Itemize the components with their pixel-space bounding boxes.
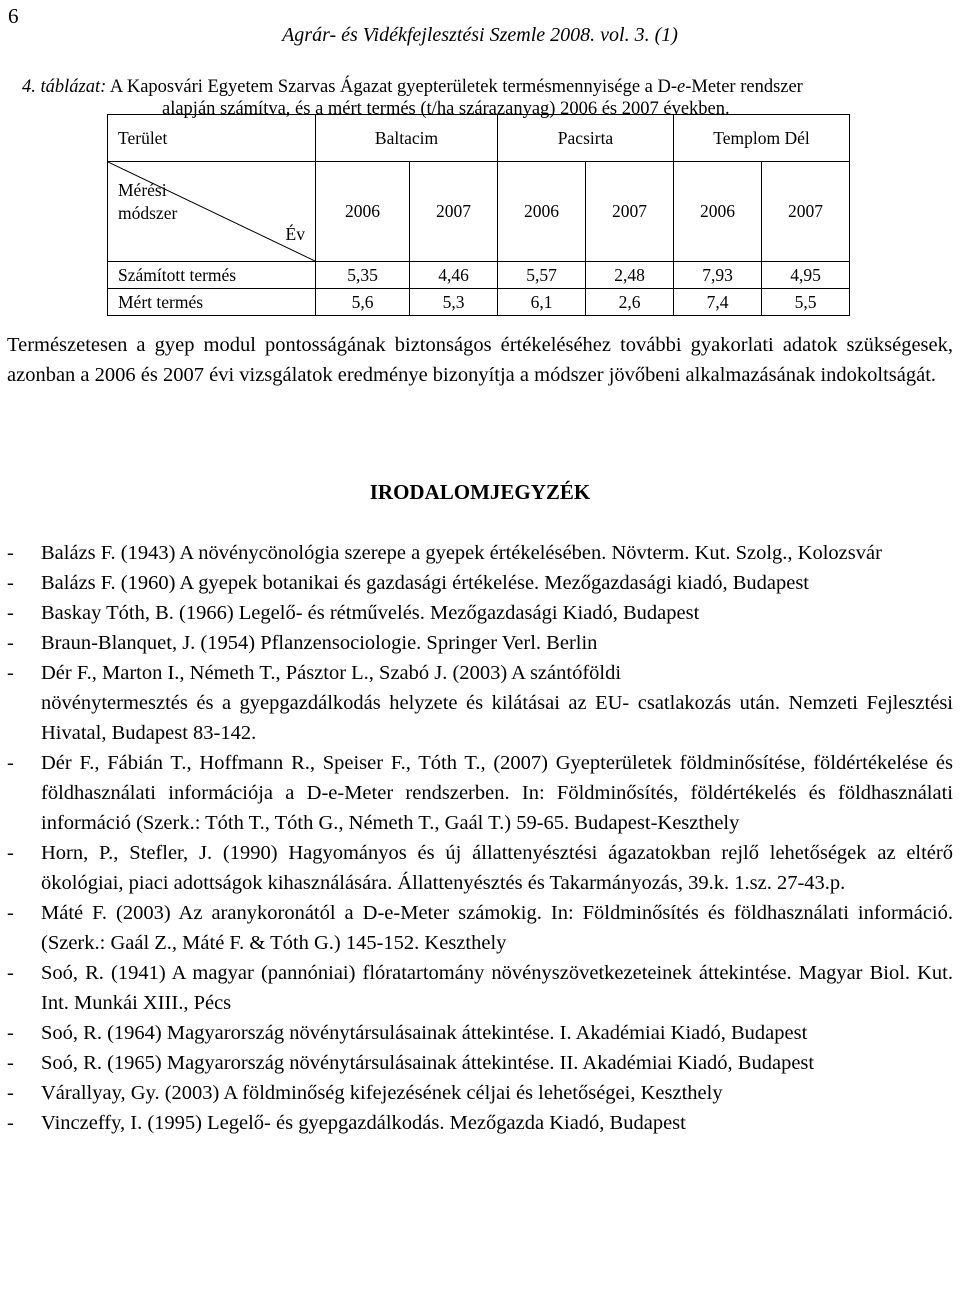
table-header-row <box>108 115 850 162</box>
reference-item <box>7 598 953 628</box>
table-cell: 5,6 <box>316 289 410 316</box>
reference-item <box>7 628 953 658</box>
year-cell: 2006 <box>498 162 586 262</box>
year-label: Év <box>285 224 305 244</box>
reference-item <box>7 658 953 688</box>
reference-text: Horn, P., Stefler, J. (1990) Hagyományos és új állattenyésztési ágazatokban rejlő lehetőségek az eltérő ökológiai, piaci adottságok kihasználására. Állattenyésztés és Takarmányozás, 39.k. 1.sz. 27-43.p. <box>41 842 953 894</box>
dash: - <box>7 602 14 624</box>
reference-text: Soó, R. (1965) Magyarország növénytársulásainak áttekintése. II. Akadémiai Kiadó, Budapest <box>41 1052 815 1074</box>
dash: - <box>7 842 14 864</box>
dash: - <box>7 1052 14 1074</box>
reference-list <box>7 538 953 1138</box>
reference-item <box>7 1048 953 1078</box>
reference-text: Várallyay, Gy. (2003) A földminőség kifejezésének céljai és lehetőségei, Keszthely <box>41 1082 723 1104</box>
reference-item <box>7 1078 953 1108</box>
reference-text: Soó, R. (1941) A magyar (pannóniai) flóratartomány növényszövetkezeteinek áttekintése. Magyar Biol. Kut. Int. Munkái XIII., Pécs <box>41 962 953 1014</box>
dash: - <box>7 542 14 564</box>
caption-text-b: -Meter rendszer <box>685 77 803 97</box>
table-cell: 4,95 <box>762 262 850 289</box>
table-label: 4. táblázat: <box>22 77 107 97</box>
table-cell: 2,48 <box>586 262 674 289</box>
reference-item <box>7 538 953 568</box>
reference-item <box>7 568 953 598</box>
year-cell: 2006 <box>674 162 762 262</box>
group-header: Templom Dél <box>674 115 850 162</box>
reference-text: Dér F., Marton I., Németh T., Pásztor L., Szabó J. (2003) A szántóföldi <box>41 662 622 684</box>
reference-continuation <box>7 688 953 748</box>
table-cell: 6,1 <box>498 289 586 316</box>
references-heading: IRODALOMJEGYZÉK <box>369 480 591 504</box>
table-row <box>108 262 850 289</box>
reference-item <box>7 1108 953 1138</box>
table-cell: 5,35 <box>316 262 410 289</box>
dash: - <box>7 1082 14 1104</box>
page-number: 6 <box>8 4 19 28</box>
reference-text: Baskay Tóth, B. (1966) Legelő- és rétművelés. Mezőgazdasági Kiadó, Budapest <box>41 602 700 624</box>
table-cell: 5,3 <box>410 289 498 316</box>
dash: - <box>7 662 14 684</box>
table-cell: 2,6 <box>586 289 674 316</box>
table-cell: 7,93 <box>674 262 762 289</box>
diagonal-header-cell <box>108 162 316 262</box>
reference-text: Soó, R. (1964) Magyarország növénytársulásainak áttekintése. I. Akadémiai Kiadó, Budapest <box>41 1022 808 1044</box>
dash: - <box>7 1112 14 1134</box>
reference-item <box>7 1018 953 1048</box>
row-label: Mért termés <box>108 289 316 316</box>
reference-item <box>7 838 953 898</box>
reference-text: Vinczeffy, I. (1995) Legelő- és gyepgazdálkodás. Mezőgazda Kiadó, Budapest <box>41 1112 686 1134</box>
year-cell: 2006 <box>316 162 410 262</box>
method-label: Mérési módszer <box>118 180 178 223</box>
table-cell: 4,46 <box>410 262 498 289</box>
dash: - <box>7 902 14 924</box>
group-header: Baltacim <box>316 115 498 162</box>
dash: - <box>7 1022 14 1044</box>
reference-item <box>7 898 953 958</box>
reference-text: növénytermesztés és a gyepgazdálkodás helyzete és kilátásai az EU- csatlakozás után. Nemzeti Fejlesztési Hivatal, Budapest 83-142. <box>41 692 953 744</box>
table-cell: 5,5 <box>762 289 850 316</box>
group-header: Pacsirta <box>498 115 674 162</box>
reference-text: Balázs F. (1943) A növénycönológia szerepe a gyepek értékelésében. Növterm. Kut. Szolg., Kolozsvár <box>41 542 882 564</box>
reference-text: Máté F. (2003) Az aranykoronától a D-e-Meter számokig. In: Földminősítés és földhasználati információ. (Szerk.: Gaál Z., Máté F. & Tóth G.) 145-152. Keszthely <box>41 902 953 954</box>
row-label: Számított termés <box>108 262 316 289</box>
year-cell: 2007 <box>410 162 498 262</box>
year-cell: 2007 <box>762 162 850 262</box>
caption-line-2: alapján számítva, és a mért termés (t/ha szárazanyag) 2006 és 2007 években. <box>162 99 730 119</box>
reference-item <box>7 958 953 1018</box>
body-paragraph: Természetesen a gyep modul pontosságának biztonságos értékeléséhez további gyakorlati adatok szükségesek, azonban a 2006 és 2007 évi vizsgálatok eredménye bizonyítja a módszer jövőbeni alkalmazásának indokoltságát. <box>7 334 953 386</box>
dash: - <box>7 752 14 774</box>
reference-text: Braun-Blanquet, J. (1954) Pflanzensociologie. Springer Verl. Berlin <box>41 632 598 654</box>
table-row <box>108 289 850 316</box>
caption-e: e <box>677 77 686 97</box>
corner-header: Terület <box>108 115 316 162</box>
reference-item <box>7 748 953 838</box>
table-cell: 7,4 <box>674 289 762 316</box>
year-cell: 2007 <box>586 162 674 262</box>
yield-table <box>107 114 850 316</box>
running-head: Agrár- és Vidékfejlesztési Szemle 2008. vol. 3. (1) <box>282 24 678 46</box>
dash: - <box>7 572 14 594</box>
dash: - <box>7 962 14 984</box>
reference-text: Dér F., Fábián T., Hoffmann R., Speiser F., Tóth T., (2007) Gyepterületek földminősítése, földértékelése és földhasználati információja a D-e-Meter rendszerben. In: Földminősítés, földértékelés és földhasználati információ (Szerk.: Tóth T., Tóth G., Németh T., Gaál T.) 59-65. Budapest-Keszthely <box>41 752 953 834</box>
table-year-row <box>108 162 850 262</box>
dash: - <box>7 632 14 654</box>
reference-text: Balázs F. (1960) A gyepek botanikai és gazdasági értékelése. Mezőgazdasági kiadó, Budapest <box>41 572 809 594</box>
table-cell: 5,57 <box>498 262 586 289</box>
caption-text-a: A Kaposvári Egyetem Szarvas Ágazat gyepterületek termésmennyisége a D- <box>106 77 678 97</box>
